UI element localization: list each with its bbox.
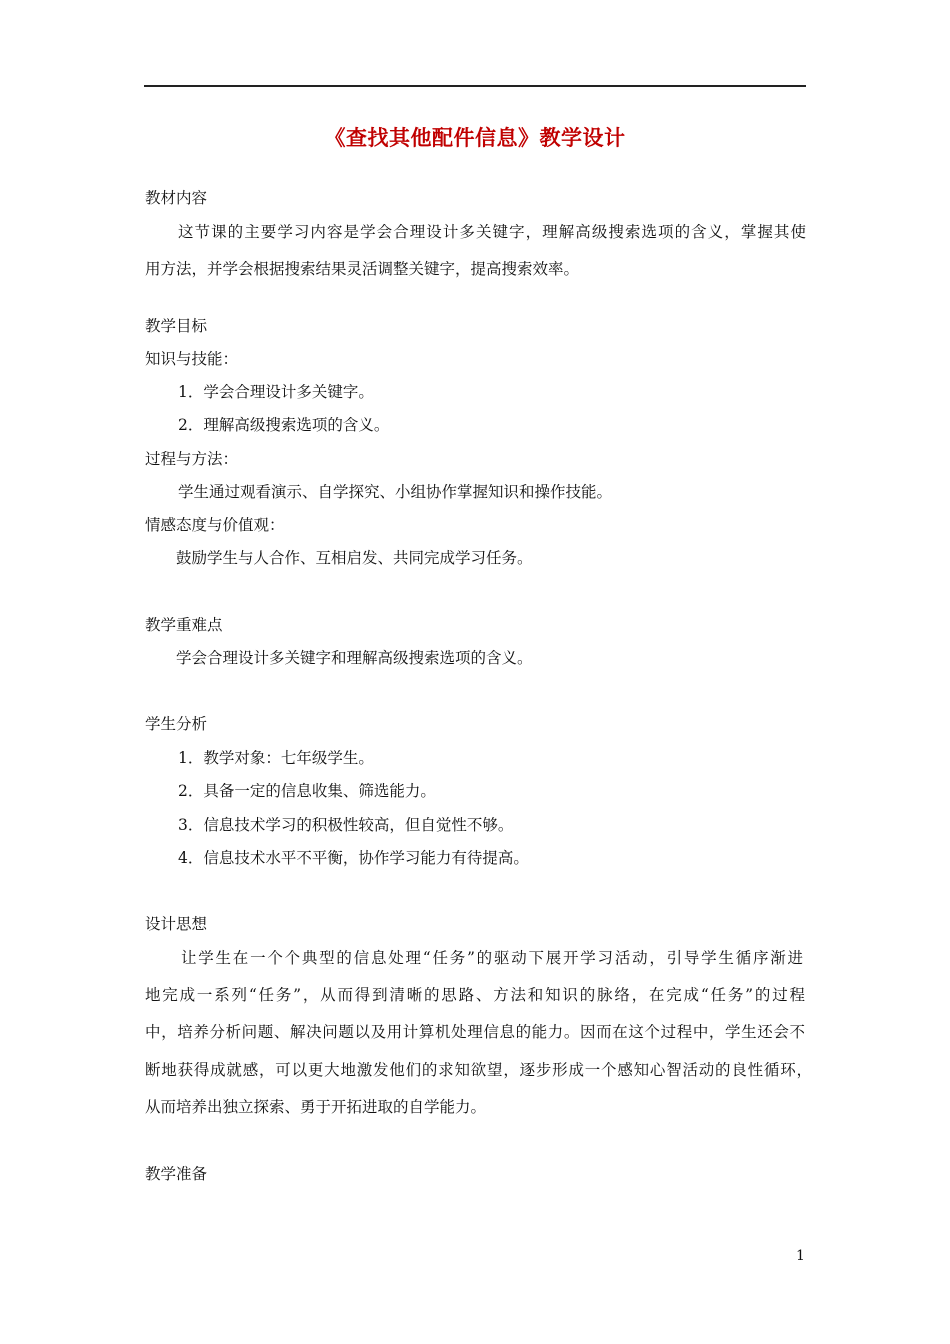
section-heading-goals: 教学目标 <box>145 317 208 335</box>
design-paragraph-line: 从而培养出独立探索、勇于开拓进取的自学能力。 <box>145 1098 487 1116</box>
design-paragraph-line: 地完成一系列“任务”，从而得到清晰的思路、方法和知识的脉络，在完成“任务”的过程 <box>145 986 805 1004</box>
design-paragraph-line: 中，培养分析问题、解决问题以及用计算机处理信息的能力。因而在这个过程中，学生还会不 <box>145 1023 805 1041</box>
content-paragraph-line-1: 这节课的主要学习内容是学会合理设计多关键字，理解高级搜索选项的含义，掌握其使 <box>178 223 806 241</box>
section-heading-design: 设计思想 <box>145 915 208 933</box>
knowledge-label: 知识与技能： <box>145 350 239 368</box>
knowledge-item: 2．理解高级搜索选项的含义。 <box>178 416 390 434</box>
knowledge-item: 1．学会合理设计多关键字。 <box>178 383 374 401</box>
student-item: 3．信息技术学习的积极性较高，但自觉性不够。 <box>178 816 514 834</box>
design-paragraph-line: 断地获得成就感，可以更大地激发他们的求知欲望，逐步形成一个感知心智活动的良性循环， <box>145 1061 812 1079</box>
student-item: 2．具备一定的信息收集、筛选能力。 <box>178 782 436 800</box>
student-item: 4．信息技术水平不平衡，协作学习能力有待提高。 <box>178 849 529 867</box>
document-title: 《查找其他配件信息》教学设计 <box>324 126 626 150</box>
content-paragraph-line-2: 用方法，并学会根据搜索结果灵活调整关键字，提高搜索效率。 <box>145 260 580 278</box>
section-heading-key-points: 教学重难点 <box>145 616 223 634</box>
attitude-text: 鼓励学生与人合作、互相启发、共同完成学习任务。 <box>176 549 533 567</box>
process-label: 过程与方法： <box>145 450 239 468</box>
student-item: 1．教学对象：七年级学生。 <box>178 749 374 767</box>
section-heading-content: 教材内容 <box>145 189 208 207</box>
header-rule <box>144 85 806 87</box>
section-heading-students: 学生分析 <box>145 715 208 733</box>
section-heading-preparation: 教学准备 <box>145 1165 208 1183</box>
attitude-label: 情感态度与价值观： <box>145 516 285 534</box>
page-number: 1 <box>796 1248 805 1264</box>
design-paragraph-line: 让学生在一个个典型的信息处理“任务”的驱动下展开学习活动，引导学生循序渐进 <box>181 949 803 967</box>
key-points-text: 学会合理设计多关键字和理解高级搜索选项的含义。 <box>176 649 533 667</box>
process-text: 学生通过观看演示、自学探究、小组协作掌握知识和操作技能。 <box>178 483 613 501</box>
